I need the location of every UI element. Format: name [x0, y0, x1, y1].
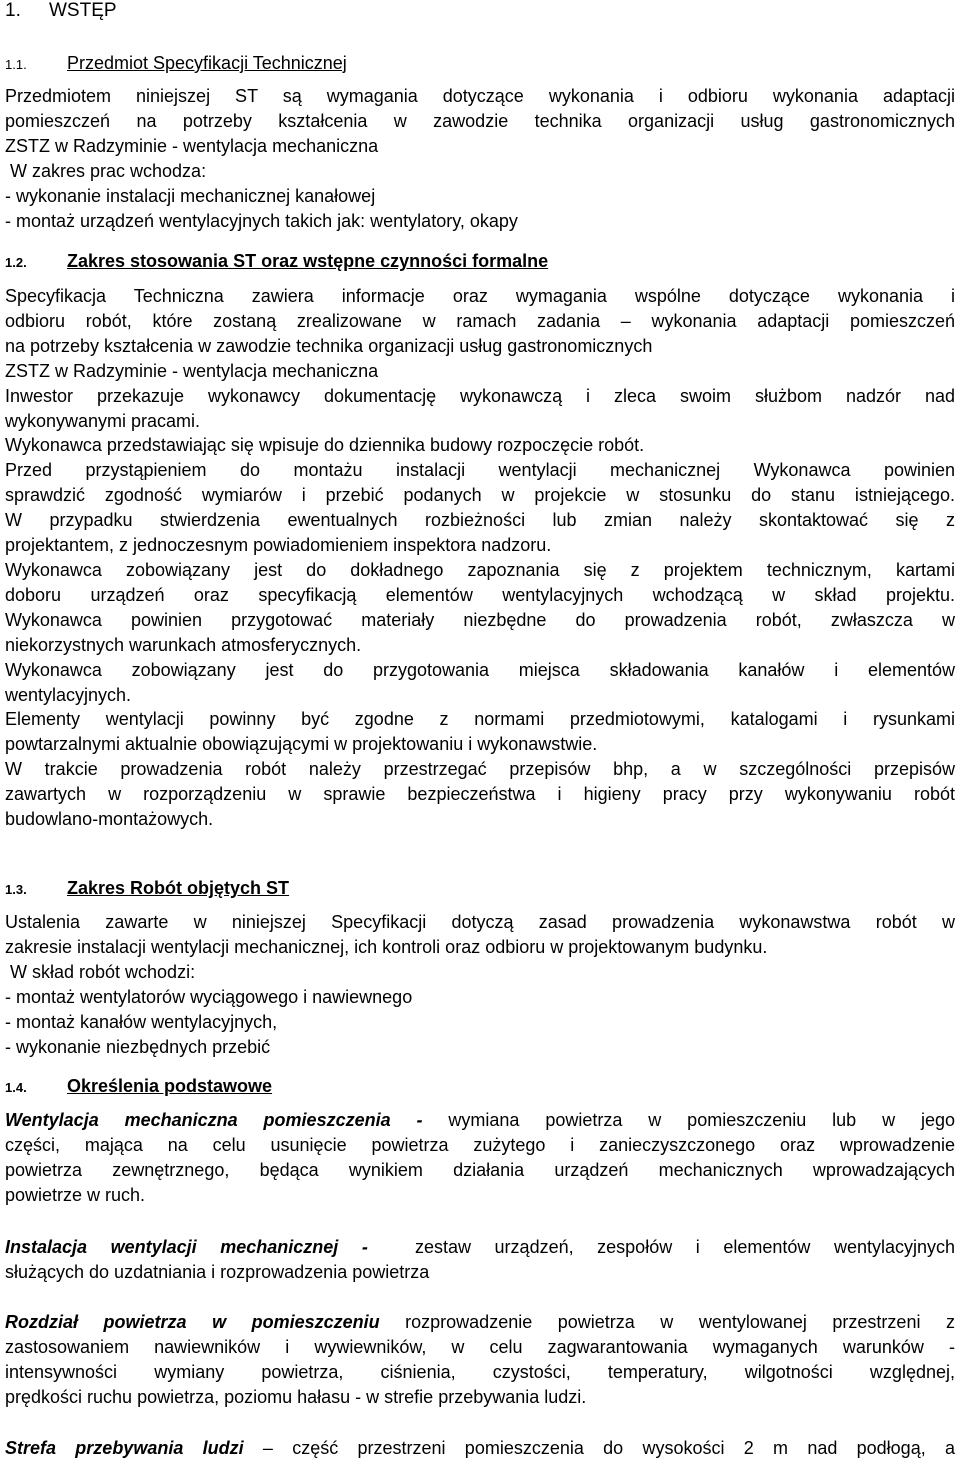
definition-term: Instalacja wentylacji mechanicznej - — [5, 1237, 368, 1257]
heading-1-3 — [5, 877, 289, 901]
definition-text: – część przestrzeni pomieszczenia do wysokości 2 m nad podłogą, a — [243, 1438, 955, 1458]
paragraph-line: W trakcie prowadzenia robót należy przestrzegać przepisów bhp, a w szczególności przepisów — [5, 759, 955, 780]
heading-1-2 — [5, 250, 548, 274]
paragraph-line: doboru urządzeń oraz specyfikacją elementów wentylacyjnych wchodzącą w skład projektu. — [5, 584, 955, 605]
paragraph-line: projektantem, z jednoczesnym powiadomieniem inspektora nadzoru. — [5, 535, 552, 556]
heading-1-2-number: 1.2. — [5, 255, 27, 270]
paragraph-line: ZSTZ w Radzyminie - wentylacja mechaniczna — [5, 135, 379, 156]
heading-1-1-number: 1.1. — [5, 57, 27, 72]
paragraph-line: Przedmiotem niniejszej ST są wymagania dotyczące wykonania i odbioru wykonania adaptacji — [5, 86, 955, 106]
paragraph-line: Wykonawca przedstawiając się wpisuje do dziennika budowy rozpoczęcie robót. — [5, 435, 645, 456]
paragraph-line: Wykonawca zobowiązany jest do dokładnego zapoznania się z projektem technicznym, kartami — [5, 559, 955, 580]
paragraph-line: odbioru robót, które zostaną zrealizowane w ramach zadania – wykonania adaptacji pomieszczeń — [5, 310, 955, 331]
list-item: - montaż urządzeń wentylacyjnych takich jak: wentylatory, okapy — [5, 210, 518, 231]
paragraph-line: Inwestor przekazuje wykonawcy dokumentację wykonawczą i zleca swoim służbom nadzór nad — [5, 385, 955, 406]
paragraph-line: intensywności wymiany powietrza, ciśnienia, czystości, temperatury, wilgotności względnej, — [5, 1361, 955, 1382]
heading-1-number: 1. — [5, 0, 21, 21]
definition-text: rozprowadzenie powietrza w wentylowanej przestrzeni z — [379, 1312, 955, 1332]
heading-1 — [5, 0, 117, 22]
paragraph-line: powietrza zewnętrznego, będąca wynikiem działania urządzeń mechanicznych wprowadzających — [5, 1159, 955, 1180]
paragraph-line: Specyfikacja Techniczna zawiera informacje oraz wymagania wspólne dotyczące wykonania i — [5, 286, 955, 306]
list-item: - montaż wentylatorów wyciągowego i nawiewnego — [5, 986, 413, 1007]
definition-first-line — [5, 1235, 955, 1260]
paragraph-line: służących do uzdatniania i rozprowadzenia powietrza — [5, 1261, 430, 1282]
heading-1-3-number: 1.3. — [5, 882, 27, 897]
definition-term: Strefa przebywania ludzi — [5, 1438, 244, 1458]
paragraph-line: wentylacyjnych. — [5, 684, 132, 705]
heading-1-4-title: Określenia podstawowe — [67, 1076, 273, 1096]
paragraph-line: zakresie instalacji wentylacji mechanicznej, ich kontroli oraz odbioru w projektowanym budynku. — [5, 936, 768, 957]
paragraph-line: powietrze w ruch. — [5, 1184, 146, 1205]
heading-1-4-number: 1.4. — [5, 1080, 27, 1095]
paragraph-line: ZSTZ w Radzyminie - wentylacja mechaniczna — [5, 360, 379, 381]
definition-rozdzial — [5, 1310, 955, 1410]
definition-text: wymiana powietrza w pomieszczeniu lub w jego — [422, 1110, 956, 1130]
definition-first-line — [5, 1310, 955, 1335]
section-1-2-body — [5, 284, 955, 832]
paragraph-line: niekorzystnych warunkach atmosferycznych. — [5, 634, 362, 655]
paragraph-line: na potrzeby kształcenia w zawodzie technika organizacji usług gastronomicznych — [5, 335, 653, 356]
heading-1-1 — [5, 52, 347, 76]
definition-first-line — [5, 1436, 955, 1461]
paragraph-line: wykonywanymi pracami. — [5, 410, 201, 431]
paragraph-line: Wykonawca zobowiązany jest do przygotowania miejsca składowania kanałów i elementów — [5, 659, 955, 680]
definition-first-line — [5, 1108, 955, 1133]
list-item: - montaż kanałów wentylacyjnych, — [5, 1011, 278, 1032]
definition-instalacja — [5, 1235, 955, 1285]
heading-1-title: WSTĘP — [49, 0, 117, 21]
definition-wentylacja — [5, 1108, 955, 1208]
paragraph-line: powtarzalnymi aktualnie obowiązującymi w projektowaniu i wykonawstwie. — [5, 734, 598, 755]
list-item: - wykonanie instalacji mechanicznej kanałowej — [5, 185, 376, 206]
paragraph-line: W skład robót wchodzi: — [5, 961, 196, 982]
paragraph-line: Przed przystąpieniem do montażu instalacji wentylacji mechanicznej Wykonawca powinien — [5, 460, 955, 481]
paragraph-line: Elementy wentylacji powinny być zgodne z normami przedmiotowymi, katalogami i rysunkami — [5, 709, 955, 730]
list-item: - wykonanie niezbędnych przebić — [5, 1036, 271, 1057]
definition-text: zestaw urządzeń, zespołów i elementów wentylacyjnych — [367, 1237, 956, 1257]
paragraph-line: prędkości ruchu powietrza, poziomu hałasu - w strefie przebywania ludzi. — [5, 1386, 587, 1407]
paragraph-line: zastosowaniem nawiewników i wywiewników, w celu zagwarantowania wymaganych warunków - — [5, 1336, 955, 1357]
paragraph-line: Wykonawca powinien przygotować materiały niezbędne do prowadzenia robót, zwłaszcza w — [5, 609, 955, 630]
definition-term: Wentylacja mechaniczna pomieszczenia - — [5, 1110, 423, 1130]
paragraph-line: zawartych w rozporządzeniu w sprawie bezpieczeństwa i higieny pracy przy wykonywaniu robót — [5, 784, 955, 805]
definition-term: Rozdział powietrza w pomieszczeniu — [5, 1312, 380, 1332]
section-1-1-body — [5, 84, 955, 233]
paragraph-line: W zakres prac wchodza: — [5, 160, 207, 181]
paragraph-line: części, mająca na celu usunięcie powietrza zużytego i zanieczyszczonego oraz wprowadzenie — [5, 1134, 955, 1155]
section-1-3-body — [5, 910, 955, 1059]
definition-strefa — [5, 1436, 955, 1461]
heading-1-2-title: Zakres stosowania ST oraz wstępne czynności formalne — [67, 251, 549, 271]
paragraph-line: W przypadku stwierdzenia ewentualnych rozbieżności lub zmian należy skontaktować się z — [5, 510, 955, 531]
paragraph-line: Ustalenia zawarte w niniejszej Specyfikacji dotyczą zasad prowadzenia wykonawstwa robót w — [5, 912, 955, 932]
heading-1-4 — [5, 1075, 272, 1099]
paragraph-line: sprawdzić zgodność wymiarów i przebić podanych w projekcie w stosunku do stanu istniejącego. — [5, 485, 955, 506]
paragraph-line: pomieszczeń na potrzeby kształcenia w zawodzie technika organizacji usług gastronomicznych — [5, 110, 955, 131]
heading-1-3-title: Zakres Robót objętych ST — [67, 878, 290, 898]
heading-1-1-title: Przedmiot Specyfikacji Technicznej — [67, 53, 347, 73]
paragraph-line: budowlano-montażowych. — [5, 809, 214, 830]
